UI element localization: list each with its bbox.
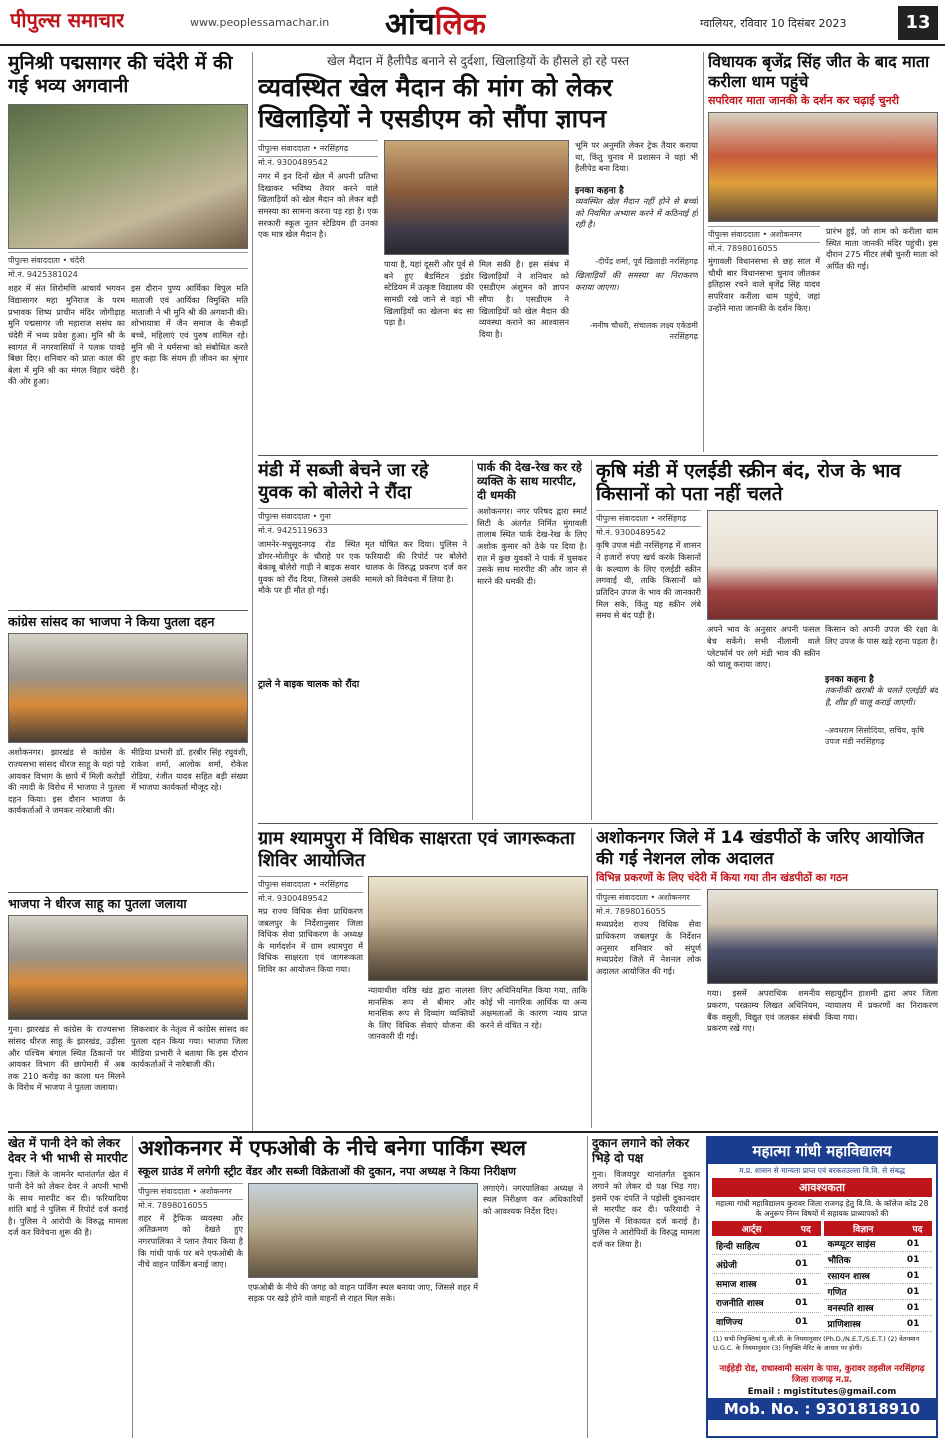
quote-text: तकनीकी खराबी के चलते एलईडी बंद है, शीघ्र ही चालू कराई जाएगी। <box>825 685 938 707</box>
masthead <box>0 0 945 46</box>
byline: पीपुल्स संवाददाता • नरसिंहगढ़ <box>258 140 378 157</box>
article-lok-adalat <box>596 828 938 1128</box>
article-fob-parking <box>138 1136 583 1438</box>
divider <box>8 892 248 893</box>
article-body: एफओबी के नीचे की जगह को वाहन पार्किंग स्थल बनाया जाए, जिससे शहर में सड़क पर खड़े होने वाले वाहनों से राहत मिल सके। <box>248 1281 478 1304</box>
subject-posts: 01 <box>903 1236 932 1252</box>
article-body: शहर में ट्रैफिक व्यवस्था और अतिक्रमण को देखते हुए नगरपालिका ने प्लान तैयार किया है कि गांधी पार्क पर बने एफओबी के नीचे वाहन पार्किंग बनाई जाए। <box>138 1212 243 1270</box>
ad-email[interactable]: Email : mgistitutes@gmail.com <box>747 1387 897 1397</box>
quote-author: -अवधराम सिसोदिया, सचिव, कृषि उपज मंडी नरसिंहगढ़ <box>825 726 925 747</box>
article-photo <box>707 889 938 984</box>
subject-posts: 01 <box>791 1255 820 1274</box>
ad-intro: महात्मा गांधी महाविद्यालय कुरावर जिला राजगढ़ हेतु वि.वि. के कॉलेज कोड 28 के अनुरूप निम्न विषयों में सहायक प्राध्यापकों की <box>715 1199 929 1218</box>
quote-text: व्यवस्थित खेल मैदान नहीं होने से बच्चों को नियमित अभ्यास करने में कठिनाई हो रही है। <box>575 196 698 230</box>
subject-posts: 01 <box>791 1293 820 1312</box>
subject-name: वाणिज्य <box>712 1312 791 1331</box>
article-body: गुना। झारखंड से कांग्रेस के राज्यसभा सांसद धीरज साहू के झारखंड, उड़ीसा और पश्चिम बंगाल स्थित ठिकानों पर आयकर विभाग की छापेमारी में अब तक 210 करोड़ का काला धन मिलने के विरोध में भाजपा ने पुतला जलाया। <box>8 1024 125 1093</box>
article-shop-clash <box>592 1136 700 1438</box>
byline: पीपुल्स संवाददाता • नरसिंहगढ़ <box>596 510 701 527</box>
quote-text: खिलाड़ियों की समस्या का निराकरण कराया जाएगा। <box>575 270 698 292</box>
divider <box>8 1131 938 1133</box>
mobile-number: मो.नं. 7898016055 <box>138 1200 208 1210</box>
article-body: अशोकनगर। नगर परिषद द्वारा स्मार्ट सिटी के अंतर्गत निर्मित मुंगावली तालाब स्थित पार्क देख-रेख के लिए अशोक कुमार को ठेके पर दिया है। रात में कुछ युवकों ने पार्क में घुसकर उसके साथ मारपीट की और जान से मारने की धमकी दी। <box>477 506 587 586</box>
article-body: गया। इसमें अपराधिक शमनीय प्रकरण, परक्राम्य लिखत अधिनियम, बैंक वसूली, विद्युत एवं जलकर संबंधी प्रकरण रखे गए। <box>707 988 820 1034</box>
article-body: इस दौरान पुण्य आर्यिका विपुल मति माताजी एवं आर्यिका विमुक्ति मति माताजी ने भी मुनि श्री की अगवानी की। शोभायात्रा में जैन समाज के सैकड़ों बच्चे, महिलाएं एवं पुरुष शामिल रहे। मुनि श्री ने धर्मसभा को संबोधित करते हुए कहा कि संयम ही जीवन का श्रृंगार है। <box>131 283 248 375</box>
byline: पीपुल्स संवाददाता • अशोकनगर <box>138 1183 243 1200</box>
subject-posts: 01 <box>791 1236 820 1255</box>
article-body: मृत घोषित कर दिया। पुलिस ने फरियादी की रिपोर्ट पर बोलेरो चालक के विरुद्ध प्रकरण दर्ज कर मामले को विवेचना में लिया है। <box>365 538 467 584</box>
subject-name: वनस्पति शास्त्र <box>824 1300 903 1316</box>
article-field-dispute <box>8 1136 128 1436</box>
article-photo <box>707 510 938 620</box>
subject-name: भौतिक <box>824 1252 903 1268</box>
divider <box>8 610 248 611</box>
article-body: न्यायाधीश वरिष्ठ खंड द्वारा नालसा मानसिक रूप से बीमार और मानसिक रूप से दिव्यांग व्यक्तियों के लिए विधिक सेवाएं योजना की जानकारी दी गई। <box>368 984 475 1042</box>
article-body: किसान को अपनी उपज की रक्षा के लिए उपज के पास खड़े रहना पड़ता है। <box>825 624 938 646</box>
article-subtitle: स्कूल ग्राउंड में लगेगी स्ट्रीट वेंडर और सब्जी विक्रेताओं की दुकान, नपा अध्यक्ष ने किया निरीक्षण <box>138 1164 517 1178</box>
section-title-a: आंच <box>385 7 435 42</box>
mobile-number: मो.नं. 9300489542 <box>258 893 328 903</box>
subject-name: कम्प्यूटर साइंस <box>824 1236 903 1252</box>
article-congress-effigy <box>8 614 248 889</box>
article-title: व्यवस्थित खेल मैदान की मांग को लेकर खिलाड़ियों ने एसडीएम को सौंपा ज्ञापन <box>258 73 613 133</box>
quote-author: -मनीष चौधरी, संचालक लक्ष्य एकेडमी नरसिंहगढ़ <box>589 321 698 341</box>
mobile-number: मो.नं. 9425119633 <box>258 525 328 535</box>
article-title: पार्क की देख-रेख कर रहे व्यक्ति के साथ मारपीट, दी धमकी <box>477 460 582 503</box>
article-title: दुकान लगाने को लेकर भिड़े दो पक्ष <box>592 1136 690 1165</box>
article-kicker: खेल मैदान में हैलीपैड बनाने से दुर्दशा, खिलाड़ियों के हौसले हो रहे पस्त <box>326 54 630 68</box>
column-rule <box>472 460 473 820</box>
article-mandi-led <box>596 460 938 820</box>
subject-posts: 01 <box>903 1300 932 1316</box>
ad-title: महात्मा गांधी महाविद्यालय <box>708 1138 936 1164</box>
article-subtitle: विभिन्न प्रकरणों के लिए चंदेरी में किया गया तीन खंडपीठों का गठन <box>596 872 848 885</box>
subject-posts: 01 <box>903 1284 932 1300</box>
article-title: कांग्रेस सांसद का भाजपा ने किया पुतला दहन <box>8 614 215 629</box>
site-url[interactable]: www.peoplessamachar.in <box>190 16 330 29</box>
column-rule <box>132 1136 133 1438</box>
subject-row <box>712 1312 821 1331</box>
article-body: मुंगावली विधानसभा से छह साल में चौथी बार विधानसभा चुनाव जीतकर इतिहास रचने वाले बृजेंद्र सिंह यादव सपरिवार करीला धाम पहुंचे, जहां उन्होंने माता जानकी के दर्शन किए। <box>708 256 820 313</box>
ad-phone[interactable]: Mob. No. : 9301818910 <box>708 1398 936 1420</box>
article-body: सहायुद्दीन हाशमी द्वारा अपर जिला न्यायालय में प्रकरणों का निराकरण किया गया। <box>825 988 938 1022</box>
subject-name: हिन्दी साहित्य <box>712 1236 791 1255</box>
subject-name: रसायन शास्त्र <box>824 1268 903 1284</box>
subject-posts: 01 <box>903 1268 932 1284</box>
article-body: सिकरवार के नेतृत्व में कांग्रेस सांसद का पुतला दहन किया गया। भाजपा जिला मीडिया प्रभारी ने बताया कि इस दौरान कार्यकर्ताओं ने नारेबाजी की। <box>131 1024 248 1070</box>
science-header: विज्ञान <box>824 1221 903 1236</box>
mobile-number: मो.नं. 7898016055 <box>708 244 778 254</box>
subject-row <box>824 1252 933 1268</box>
article-title: विधायक बृजेंद्र सिंह जीत के बाद माता करीला धाम पहुंचे <box>708 52 930 91</box>
college-advertisement <box>706 1136 938 1438</box>
ad-requirement: आवश्यकता <box>712 1178 932 1197</box>
divider <box>258 823 938 824</box>
article-subtitle: सपरिवार माता जानकी के दर्शन कर चढ़ाई चुनरी <box>708 94 899 108</box>
article-title: मंडी में सब्जी बेचने जा रहे युवक को बोलेरो ने रौंदा <box>258 460 429 503</box>
article-photo <box>708 112 938 222</box>
column-rule <box>252 52 253 1132</box>
article-photo <box>8 915 248 1020</box>
article-body: लिए अधिनियमित किया गया, ताकि कोई भी नागरिक आर्थिक या अन्य अक्षमताओं के कारण न्याय प्राप्त करने से वंचित न रहे। <box>480 984 587 1030</box>
byline: पीपुल्स संवाददाता • नरसिंहगढ़ <box>258 876 363 893</box>
article-photo <box>248 1183 478 1278</box>
article-photo <box>368 876 588 981</box>
subject-row <box>712 1274 821 1293</box>
arts-header: आर्ट्स <box>712 1221 791 1236</box>
subject-row <box>824 1236 933 1252</box>
column-rule <box>591 460 592 820</box>
article-body: अपने भाव के अनुसार अपनी फसल बेच सकेंगे। सभी नीलामी वाले प्लेटफॉर्म पर लगे मंडी भाव की स्क्रीन को चालू कराया जाए। <box>707 624 820 670</box>
posts-header: पद <box>791 1221 820 1236</box>
mobile-number: मो.नं. 9300489542 <box>596 528 666 538</box>
article-bjp-effigy <box>8 896 248 1128</box>
article-body: मिल सकी है। इस संबंध में खिलाड़ियों ने शनिवार को एसडीएम अंशुमन को ज्ञापन सौंपा है। एसडीएम ने खिलाड़ियों को खेल मैदान की व्यवस्था कराने का आश्वासन दिया है। <box>479 259 569 339</box>
subject-name: प्राणिशास्त्र <box>824 1316 903 1332</box>
subject-posts: 01 <box>903 1252 932 1268</box>
article-title: भाजपा ने धीरज साहू का पुतला जलाया <box>8 896 187 911</box>
subject-name: गणित <box>824 1284 903 1300</box>
column-rule <box>591 828 592 1128</box>
article-body: अशोकनगर। झारखंड से कांग्रेस के राज्यसभा सांसद धीरज साहू के यहां पड़े आयकर विभाग के छापे में मिली करोड़ों की नगदी के विरोध में भाजपा ने पुतला दहन किया। इस दौरान भाजपा के कार्यकर्ताओं ने जमकर नारेबाजी की। <box>8 747 125 816</box>
byline: पीपुल्स संवाददाता • अशोकनगर <box>596 889 701 906</box>
subject-row <box>824 1316 933 1332</box>
subject-name: अंग्रेजी <box>712 1255 791 1274</box>
article-bolero-accident <box>258 460 468 820</box>
column-rule <box>703 52 704 452</box>
subject-row <box>824 1300 933 1316</box>
ad-notes: (1) सभी नियुक्तियां यू.जी.सी. के नियमानुसार (Ph.D./N.E.T./S.E.T.) (2) वेतनमान U.G.C. के नियमानुसार (3) नियुक्ति मेरिट के आधार पर होगी। <box>713 1335 920 1352</box>
subject-row <box>712 1255 821 1274</box>
article-photo <box>384 140 569 255</box>
byline: पीपुल्स संवाददाता • अशोकनगर <box>708 226 820 243</box>
subject-name: राजनीति शास्त्र <box>712 1293 791 1312</box>
subject-row <box>712 1293 821 1312</box>
arts-table <box>712 1221 821 1332</box>
quote-heading: इनका कहना है <box>825 675 874 686</box>
article-body: मप्र राज्य विधिक सेवा प्राधिकरण जबलपुर के निर्देशानुसार जिला विधिक सेवा प्राधिकरण के अध्यक्ष के मार्गदर्शन में ग्राम श्यामपुरा में विधिक साक्षरता एवं जागरूकता शिविर का आयोजन किया गया। <box>258 905 363 975</box>
article-title: अशोकनगर में एफओबी के नीचे बनेगा पार्किंग स्थल <box>138 1136 527 1160</box>
subject-row <box>712 1236 821 1255</box>
article-body: प्रारंभ हुई, जो शाम को करीला धाम स्थित माता जानकी मंदिर पहुंची। इस दौरान 275 मीटर लंबी चुनरी माता को अर्पित की गई। <box>826 226 938 271</box>
quote-heading: इनका कहना है <box>575 186 624 196</box>
subject-posts: 01 <box>903 1316 932 1332</box>
quote-author: -दीपेंद्र शर्मा, पूर्व खिलाड़ी नरसिंहगढ़ <box>595 257 698 266</box>
posts-header: पद <box>903 1221 932 1236</box>
article-body: शहर में संत शिरोमणि आचार्य भगवन विद्यासागर महा मुनिराज के परम प्रभावक शिष्य प्राचीन मंदिर जोगीड़ाह मुनि पद्मसागर जी महाराज ससंघ का चंदेरी में भव्य प्रवेश हुआ। मुनि श्री के स्वागत में नगरवासियों ने पलक पावड़े बिछा दिए। शनिवार को प्रातः काल की बेला में मुनि श्री का मंगल विहार चंदेरी की ओर हुआ। <box>8 283 125 387</box>
article-mla-temple <box>708 52 938 452</box>
article-sports-ground <box>258 52 698 452</box>
byline: पीपुल्स संवाददाता • गुना <box>258 508 468 525</box>
subject-row <box>824 1268 933 1284</box>
article-body: लगाएंगे। नगरपालिका अध्यक्ष ने स्थल निरीक्षण कर अधिकारियों को आवश्यक निर्देश दिए। <box>483 1182 583 1216</box>
dateline: ग्वालियर, रविवार 10 दिसंबर 2023 <box>700 17 847 30</box>
article-subhead: ट्राले ने बाइक चालक को रौंदा <box>258 678 360 690</box>
article-body: मीडिया प्रभारी डॉ. हरबीर सिंह रघुवंशी, राकेश शर्मा, आलोक शर्मा, रोकेश रोडिया, रंजीत यादव सहित बड़ी संख्या में भाजपा कार्यकर्ता मौजूद रहे। <box>131 747 248 793</box>
subject-posts: 01 <box>791 1274 820 1293</box>
article-title: खेत में पानी देने को लेकर देवर ने भी भाभी से मारपीट <box>8 1136 128 1165</box>
ad-subtitle: म.प्र. शासन से मान्यता प्राप्त एवं बरकतउल्ला वि.वि. से संबद्ध <box>739 1166 905 1175</box>
article-body: नगर में इन दिनों खेल में अपनी प्रतिभा दिखाकर भविष्य तैयार करने वाले खिलाड़ियों को खेल मैदान को लेकर बड़ी समस्या का सामना करना पड़ रहा है। एक सरकारी स्कूल नूतन स्टेडियम ही उनका एक मात्र खेल मैदान है। <box>258 171 378 240</box>
mobile-number: मो.नं. 9425381024 <box>8 270 78 280</box>
article-title: अशोकनगर जिले में 14 खंडपीठों के जरिए आयोजित की गई नेशनल लोक अदालत <box>596 828 924 869</box>
article-photo <box>8 104 248 249</box>
article-body: कृषि उपज मंडी नरसिंहगढ़ में शासन ने हजारों रुपए खर्च करके किसानों के कल्याण के लिए एलईडी स्क्रीन लगवाई थी, ताकि किसानों को प्रतिदिन उपज के भाव की जानकारी मिल सके, किंतु यह स्क्रीन लंबे समय से बंद पड़ी है। <box>596 540 701 621</box>
article-park-assault <box>477 460 587 820</box>
article-body: भूमि पर अनुमति लेकर ट्रेक तैयार कराया था, किंतु चुनाव में प्रशासन ने यहां भी हैलीपेड बना दिया। <box>575 140 698 174</box>
brand-logo: पीपुल्स समाचार <box>10 8 125 32</box>
subject-name: समाज शास्त्र <box>712 1274 791 1293</box>
article-body: गुना। जिले के जामनेर थानांतर्गत खेत में पानी देने को लेकर देवर ने अपनी भाभी के साथ मारपीट कर दी। फरियादिया शांति बाई ने पुलिस में रिपोर्ट दर्ज कराई है। पुलिस ने आरोपी के विरुद्ध मामला दर्ज कर विवेचना शुरू की है। <box>8 1169 128 1238</box>
column-rule <box>587 1136 588 1438</box>
article-photo <box>8 633 248 743</box>
mobile-number: मो.नं. 7898016055 <box>596 907 666 917</box>
section-title-b: लिक <box>434 7 486 42</box>
science-table <box>824 1221 933 1332</box>
byline: पीपुल्स संवाददाता • चंदेरी <box>8 252 248 269</box>
ad-address: नाईहेड़ी रोड, राधास्वामी सत्संग के पास, कुरावर तहसील नरसिंहगढ़ जिला राजगढ़ म.प्र. <box>719 1364 925 1385</box>
article-title: कृषि मंडी में एलईडी स्क्रीन बंद, रोज के भाव किसानों को पता नहीं चलते <box>596 460 901 506</box>
subject-posts: 01 <box>791 1312 820 1331</box>
article-body: गुना। विजयपुर थानांतर्गत दुकान लगाने को लेकर दो पक्ष भिड़ गए। इसमें एक दंपति ने पड़ोसी दुकानदार से मारपीट कर दी। फरियादी ने पुलिस में शिकायत दर्ज कराई है। पुलिस ने आरोपियों के विरुद्ध मामला दर्ज कर लिया है। <box>592 1169 700 1250</box>
mobile-number: मो.नं. 9300489542 <box>258 158 328 167</box>
subject-row <box>824 1284 933 1300</box>
page-number: 13 <box>898 6 938 40</box>
article-munishri <box>8 52 248 612</box>
article-legal-camp <box>258 828 588 1128</box>
article-title: मुनिश्री पद्मसागर की चंदेरी में की गई भव्य अगवानी <box>8 52 233 98</box>
article-title: ग्राम श्यामपुरा में विधिक साक्षरता एवं जागरूकता शिविर आयोजित <box>258 828 575 871</box>
section-title <box>385 2 486 43</box>
article-body: जामनेर-मधुसूदनगढ़ रोड स्थित डोंगर-मोतीपुर के चौराहे पर एक बेकाबू बोलेरो गाड़ी ने बाइक सवार युवक को रौंद दिया, जिससे उसकी मौके पर ही मौत हो गई। <box>258 538 360 596</box>
article-body: पाया है, यहां दूसरी और पूर्व से बने हुए बैडमिंटन इंडोर स्टेडियम में उत्कृष्ट विद्यालय की सामग्री रखे जाने से वहां भी खिलाड़ियों का खेलना बंद सा पड़ा है। <box>384 259 474 328</box>
article-body: मध्यप्रदेश राज्य विधिक सेवा प्राधिकरण जबलपुर के निर्देशन अनुसार शनिवार को संपूर्ण मध्यप्रदेश जिले में नेशनल लोक अदालत आयोजित की गई। <box>596 919 701 977</box>
divider <box>258 455 938 456</box>
